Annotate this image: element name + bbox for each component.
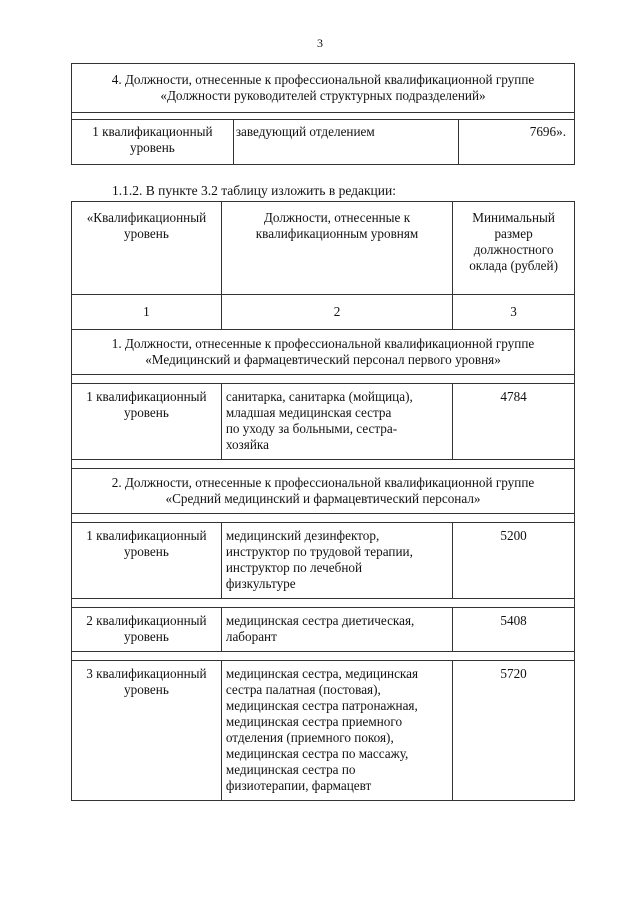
position-line: физиотерапии, фармацевт	[225, 778, 372, 793]
salary-cell: 5408	[453, 608, 575, 652]
header-text: уровень	[124, 226, 169, 241]
salary-cell: 4784	[453, 384, 575, 460]
level-label: уровень	[124, 629, 169, 644]
position-cell	[221, 384, 452, 460]
level-label: уровень	[124, 405, 169, 420]
level-label: 2 квалификационный	[86, 613, 207, 628]
level-cell	[72, 608, 222, 652]
page-number: 3	[317, 36, 323, 50]
salary-cell: 5200	[453, 523, 575, 599]
table-row	[72, 384, 575, 460]
group-title-line: 4. Должности, отнесенные к профессиональной квалификационной группе	[111, 72, 535, 87]
position-line: медицинская сестра по массажу,	[225, 746, 409, 761]
paragraph: 1.1.2. В пункте 3.2 таблицу изложить в редакции:	[112, 183, 396, 198]
group-title-line: «Должности руководителей структурных подразделений»	[160, 88, 486, 103]
position-cell	[221, 661, 452, 801]
header-text: размер	[494, 226, 533, 241]
column-number: 3	[453, 295, 575, 330]
position-line: медицинская сестра диетическая,	[225, 613, 415, 628]
column-number-row	[72, 295, 575, 330]
level-label: 3 квалификационный	[86, 666, 207, 681]
header-text: Должности, отнесенные к	[263, 210, 411, 225]
position-line: младшая медицинская сестра	[225, 405, 392, 420]
level-label: 1 квалификационный	[86, 528, 207, 543]
position-line: медицинская сестра по	[225, 762, 356, 777]
position-line: хозяйка	[225, 437, 269, 452]
header-level	[72, 202, 222, 295]
header-text: квалификационным уровням	[255, 226, 419, 241]
position-line: медицинская сестра приемного	[225, 714, 403, 729]
level-cell	[72, 661, 222, 801]
level-label: 1 квалификационный	[86, 389, 207, 404]
position-line: инструктор по трудовой терапии,	[225, 544, 413, 559]
table-row	[72, 523, 575, 599]
header-text: Минимальный	[472, 210, 555, 225]
position-line: медицинская сестра, медицинская	[225, 666, 419, 681]
position-line: медицинский дезинфектор,	[225, 528, 380, 543]
position-cell: заведующий отделением	[233, 120, 458, 165]
header-salary	[453, 202, 575, 295]
salary-cell: 5720	[453, 661, 575, 801]
header-row	[72, 202, 575, 295]
column-number: 1	[72, 295, 222, 330]
header-text: «Квалификационный	[86, 210, 207, 225]
header-positions	[221, 202, 452, 295]
position-line: инструктор по лечебной	[225, 560, 363, 575]
header-text: оклада (рублей)	[469, 258, 558, 273]
position-line: отделения (приемного покоя),	[225, 730, 394, 745]
position-cell	[221, 523, 452, 599]
level-label: уровень	[124, 682, 169, 697]
group-header	[72, 469, 575, 514]
table-row	[72, 608, 575, 652]
salary-cell: 7696».	[459, 120, 575, 165]
table-row	[72, 661, 575, 801]
group-title-line: 1. Должности, отнесенные к профессиональной квалификационной группе	[111, 336, 535, 351]
table-leaders	[71, 63, 575, 165]
column-number: 2	[221, 295, 452, 330]
level-label: уровень	[129, 140, 175, 155]
level-label: уровень	[124, 544, 169, 559]
group-title-line: «Медицинский и фармацевтический персонал первого уровня»	[145, 352, 501, 367]
position-line: лаборант	[225, 629, 277, 644]
position-line: по уходу за больными, сестра-	[225, 421, 398, 436]
table-salaries	[71, 201, 575, 801]
level-cell	[72, 523, 222, 599]
level-label: 1 квалификационный	[92, 124, 213, 139]
level-cell	[72, 120, 234, 165]
group-header	[72, 64, 575, 113]
position-line: санитарка, санитарка (мойщица),	[225, 389, 413, 404]
group-header	[72, 330, 575, 375]
position-line: физкультуре	[225, 576, 296, 591]
position-cell	[221, 608, 452, 652]
group-title-line: «Средний медицинский и фармацевтический персонал»	[165, 491, 481, 506]
group-title-line: 2. Должности, отнесенные к профессиональной квалификационной группе	[111, 475, 535, 490]
position-line: медицинская сестра патронажная,	[225, 698, 418, 713]
header-text: должностного	[473, 242, 554, 257]
level-cell	[72, 384, 222, 460]
position-line: сестра палатная (постовая),	[225, 682, 381, 697]
table-row	[72, 120, 575, 165]
